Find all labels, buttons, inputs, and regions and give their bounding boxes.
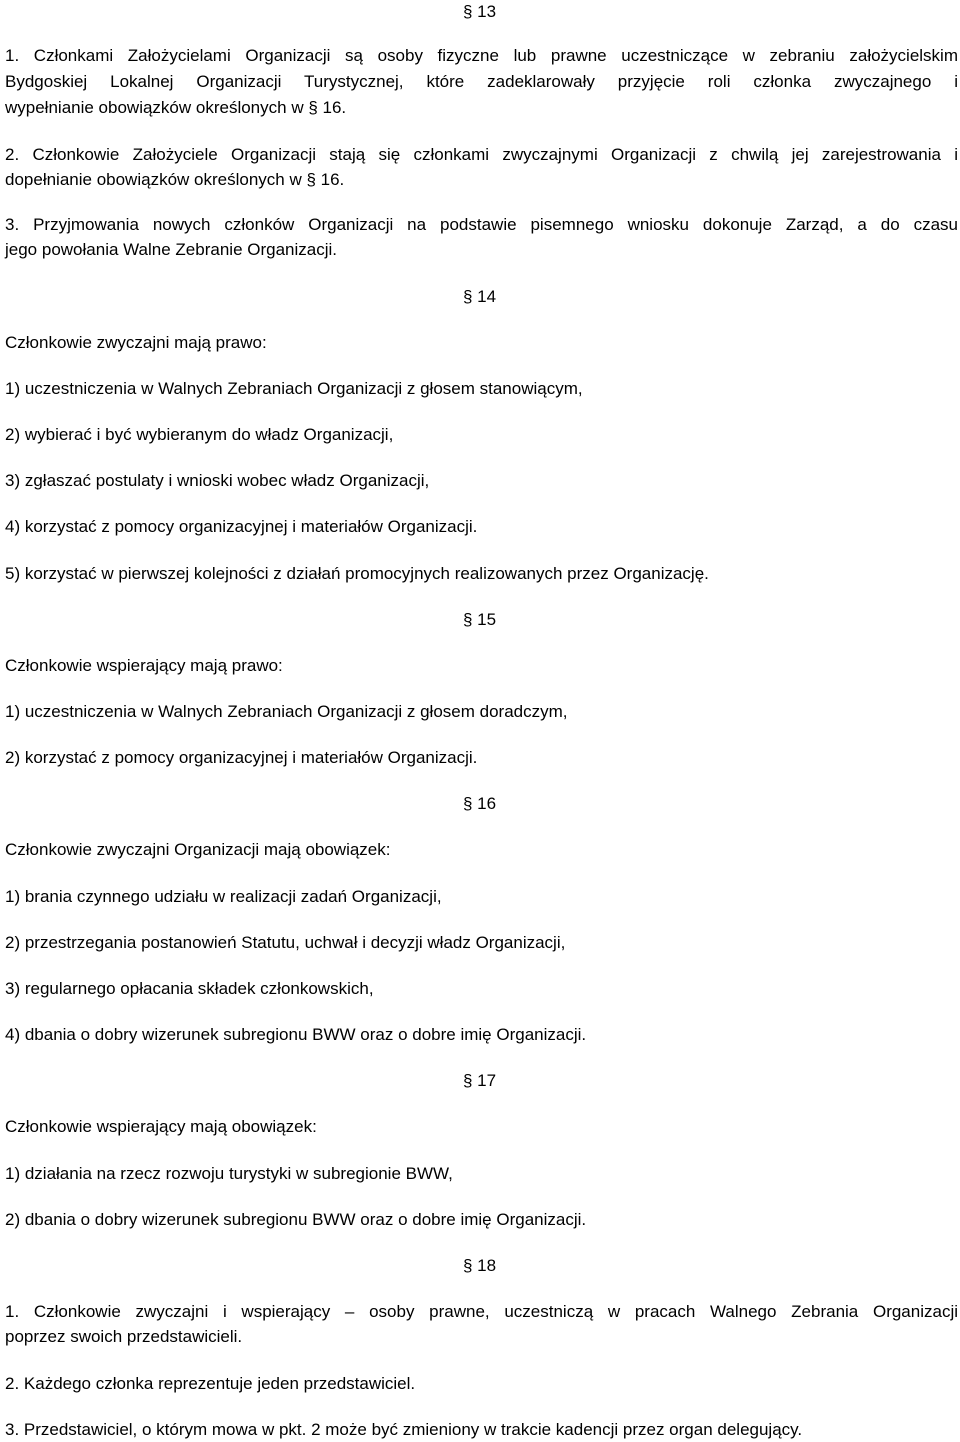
s13-p1-line2: Bydgoskiej Lokalnej Organizacji Turystycznej, które zadeklarowały przyjęcie roli członka zwyczajnego i [5, 72, 958, 91]
s14-item-4: 4) korzystać z pomocy organizacyjnej i materiałów Organizacji. [5, 517, 478, 536]
section-16-heading: § 16 [463, 794, 497, 813]
s13-p1-line3: wypełnianie obowiązków określonych w § 16. [5, 98, 347, 117]
s17-intro: Członkowie wspierający mają obowiązek: [5, 1117, 317, 1136]
s14-item-2: 2) wybierać i być wybieranym do władz Organizacji, [5, 425, 394, 444]
s13-p3-line1: 3. Przyjmowania nowych członków Organizacji na podstawie pisemnego wniosku dokonuje Zarząd, a do czasu [5, 215, 958, 234]
s18-p1-line2: poprzez swoich przedstawicieli. [5, 1327, 243, 1346]
s13-p1-line1: 1. Członkami Założycielami Organizacji są osoby fizyczne lub prawne uczestniczące w zebraniu założycielskim [5, 46, 958, 65]
s14-item-5: 5) korzystać w pierwszej kolejności z działań promocyjnych realizowanych przez Organizację. [5, 564, 709, 583]
section-17-heading: § 17 [463, 1071, 497, 1090]
s15-item-1: 1) uczestniczenia w Walnych Zebraniach Organizacji z głosem doradczym, [5, 702, 568, 721]
s18-p3: 3. Przedstawiciel, o którym mowa w pkt. 2 może być zmieniony w trakcie kadencji przez organ delegujący. [5, 1420, 803, 1439]
s16-item-3: 3) regularnego opłacania składek członkowskich, [5, 979, 374, 998]
s14-item-1: 1) uczestniczenia w Walnych Zebraniach Organizacji z głosem stanowiącym, [5, 379, 583, 398]
s14-item-3: 3) zgłaszać postulaty i wnioski wobec władz Organizacji, [5, 471, 430, 490]
s16-item-2: 2) przestrzegania postanowień Statutu, uchwał i decyzji władz Organizacji, [5, 933, 566, 952]
section-13-heading: § 13 [463, 2, 497, 21]
s15-item-2: 2) korzystać z pomocy organizacyjnej i materiałów Organizacji. [5, 748, 478, 767]
s13-p3-line2: jego powołania Walne Zebranie Organizacji. [5, 240, 337, 259]
s13-p2-line1: 2. Członkowie Założyciele Organizacji stają się członkami zwyczajnymi Organizacji z chwilą jej zarejestrowania i [5, 145, 958, 164]
s13-p2-line2: dopełnianie obowiązków określonych w § 16. [5, 170, 345, 189]
section-15-heading: § 15 [463, 610, 497, 629]
s18-p2: 2. Każdego członka reprezentuje jeden przedstawiciel. [5, 1374, 416, 1393]
s16-intro: Członkowie zwyczajni Organizacji mają obowiązek: [5, 840, 391, 859]
section-14-heading: § 14 [463, 287, 497, 306]
s15-intro: Członkowie wspierający mają prawo: [5, 656, 283, 675]
section-18-heading: § 18 [463, 1256, 497, 1275]
s18-p1-line1: 1. Członkowie zwyczajni i wspierający – osoby prawne, uczestniczą w pracach Walnego Zebrania Organizacji [5, 1302, 958, 1321]
s17-item-2: 2) dbania o dobry wizerunek subregionu BWW oraz o dobre imię Organizacji. [5, 1210, 587, 1229]
s16-item-4: 4) dbania o dobry wizerunek subregionu BWW oraz o dobre imię Organizacji. [5, 1025, 587, 1044]
s16-item-1: 1) brania czynnego udziału w realizacji zadań Organizacji, [5, 887, 442, 906]
s14-intro: Członkowie zwyczajni mają prawo: [5, 333, 267, 352]
s17-item-1: 1) działania na rzecz rozwoju turystyki w subregionie BWW, [5, 1164, 453, 1183]
